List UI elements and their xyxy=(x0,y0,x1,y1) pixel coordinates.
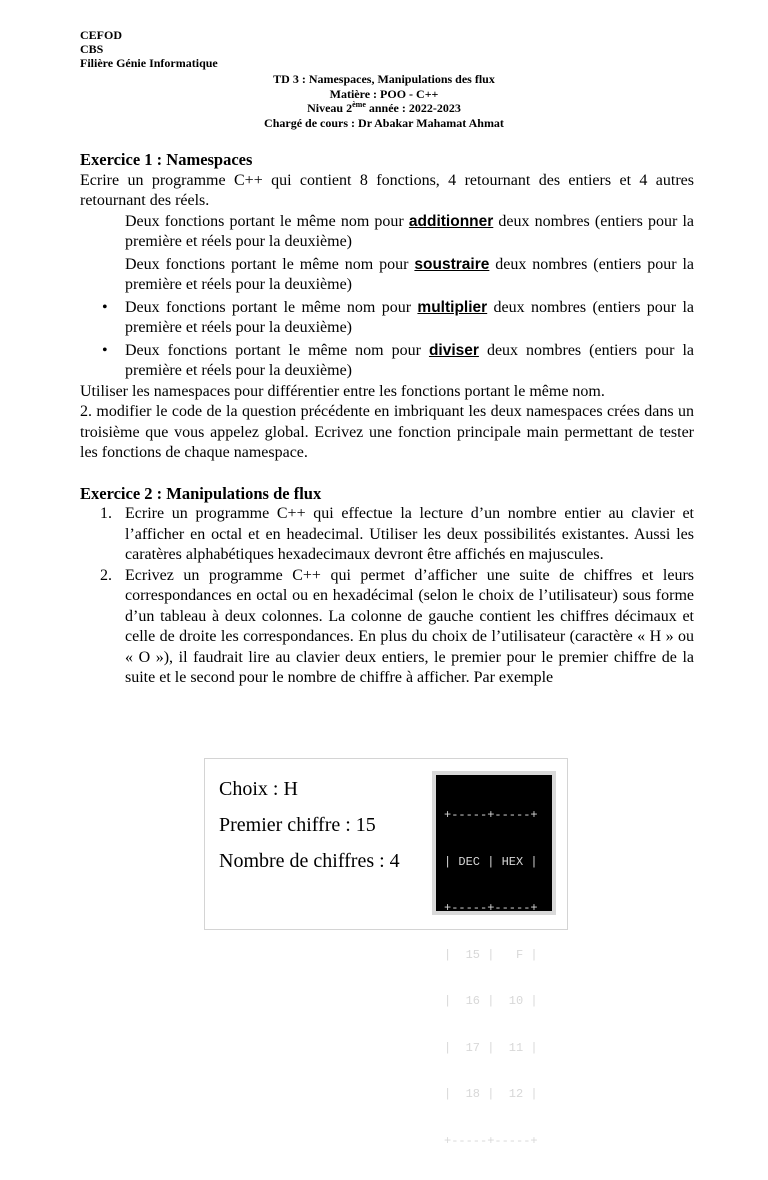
course-info xyxy=(0,72,768,130)
console-line: | 16 | 10 | xyxy=(444,994,538,1008)
example-choix: Choix : H xyxy=(219,778,298,800)
console-window xyxy=(432,771,556,1148)
item-text: Ecrire un programme C++ qui effectue la lecture d’un nombre entier au clavier et l’afficher en octal et en headecimal. Utiliser les deux possibilités existantes. Aussi les caratères alphabétiques hexadecimaux devront être affichés en majuscules. xyxy=(125,505,694,563)
item-text: Deux fonctions portant le même nom pour xyxy=(125,298,418,316)
niveau-sup: ème xyxy=(352,100,366,109)
ex1-item-mul xyxy=(80,298,694,339)
item-text: deux nombres (entiers pour la première et réels pour la deuxième) xyxy=(125,341,694,379)
ex2-item-2 xyxy=(80,566,694,689)
item-number: 2. xyxy=(100,566,112,584)
console-line: | 17 | 11 | xyxy=(444,1040,538,1055)
item-text: deux nombres (entiers pour la première et réels pour la deuxième) xyxy=(125,255,695,293)
item-number: 1. xyxy=(100,505,112,522)
ex1-item-add xyxy=(80,212,694,253)
console-line: +-----+-----+ xyxy=(444,808,538,822)
td-title: TD 3 : Namespaces, Manipulations des flux xyxy=(273,72,495,86)
ex2-item-1 xyxy=(80,504,694,566)
bullet: • xyxy=(102,341,108,359)
item-text: Deux fonctions portant le même nom pour xyxy=(125,255,415,273)
example-premier: Premier chiffre : 15 xyxy=(219,814,376,836)
example-nombre: Nombre de chiffres : 4 xyxy=(219,850,400,872)
keyword-diviser: diviser xyxy=(428,341,479,359)
item-text: Ecrivez un programme C++ qui permet d’afficher une suite de chiffres et leurs correspondances en octal ou en hexadécimal (selon le choix de l’utilisateur) sous forme d’un tableau à deux colonnes. La colonne de gauche contient les chiffres décimaux et celle de droite les correspondances. En plus du choix de l’utilisateur (caractère « H » ou « O »), il faudrait lire au clavier deux entiers, le premier pour le premier chiffre de la suite et le second pour le nombre de chiffre à afficher. Par exemple xyxy=(125,566,694,686)
exercise-1-question-2: 2. modifier le code de la question précédente en imbriquant les deux namespaces crées dans un troisième que vous appelez global. Ecrivez une fonction principale main permettant de tester les fonctions de chaque namespace. xyxy=(80,403,694,461)
item-text: Deux fonctions portant le même nom pour xyxy=(125,341,429,359)
header-line-cbs: CBS xyxy=(80,42,104,56)
item-text: deux nombres (entiers pour la première et réels pour la deuxième) xyxy=(125,298,695,336)
console-line: +-----+-----+ xyxy=(444,1133,538,1148)
niveau-suffix: année : 2022-2023 xyxy=(365,101,461,115)
exercise-1-intro: Ecrire un programme C++ qui contient 8 fonctions, 4 retournant des entiers et 4 autres retournant des réels. xyxy=(80,171,694,209)
matiere-line: Matière : POO - C++ xyxy=(329,86,439,101)
console-line: | 18 | 12 | xyxy=(444,1087,538,1101)
document-body xyxy=(80,150,694,689)
institution-header xyxy=(80,28,218,70)
example-inputs xyxy=(219,771,400,879)
console-line: +-----+-----+ xyxy=(444,901,538,915)
console-output xyxy=(436,775,552,1148)
bullet: • xyxy=(102,298,108,316)
header-line-filiere: Filière Génie Informatique xyxy=(80,56,218,70)
keyword-multiplier: multiplier xyxy=(417,298,488,316)
console-line: | DEC | HEX | xyxy=(444,854,538,869)
charge-line: Chargé de cours : Dr Abakar Mahamat Ahmat xyxy=(264,115,504,130)
ex1-item-sub xyxy=(80,255,694,296)
item-text: deux nombres (entiers pour la première et réels pour la deuxième) xyxy=(125,212,695,250)
ex1-item-div xyxy=(80,341,694,382)
item-text: Deux fonctions portant le même nom pour xyxy=(125,212,409,230)
niveau-prefix: Niveau 2 xyxy=(307,101,353,115)
console-line: | 15 | F | xyxy=(444,947,538,962)
example-figure xyxy=(204,758,568,1148)
niveau-line xyxy=(0,101,768,116)
exercise-1-title: Exercice 1 : Namespaces xyxy=(80,150,253,169)
keyword-additionner: additionner xyxy=(408,212,494,230)
header-line-cefod: CEFOD xyxy=(80,28,122,42)
keyword-soustraire: soustraire xyxy=(414,255,490,273)
exercise-2-title: Exercice 2 : Manipulations de flux xyxy=(80,483,322,503)
exercise-1-after: Utiliser les namespaces pour différentier entre les fonctions portant le même nom. xyxy=(80,382,605,400)
